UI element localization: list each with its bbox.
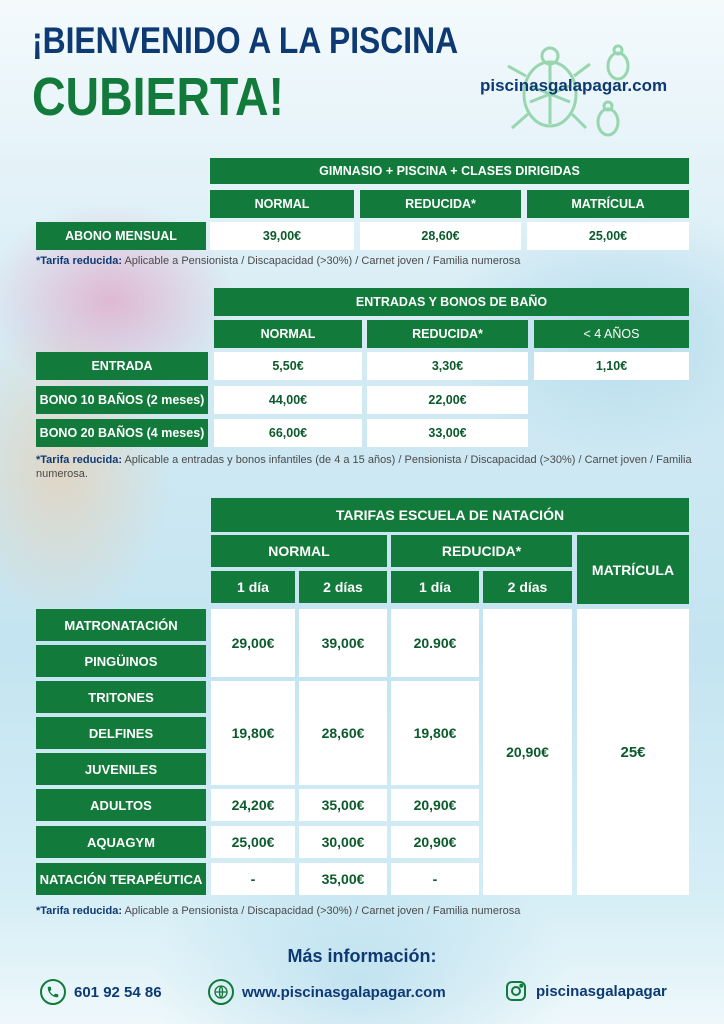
- entries-cell: 44,00€: [214, 386, 362, 414]
- page-title-line2: CUBIERTA!: [32, 67, 284, 127]
- school-row-label: AQUAGYM: [36, 826, 206, 858]
- school-cell: 28,60€: [299, 681, 387, 785]
- brand-name: piscinasgalapagar.com: [480, 76, 668, 95]
- school-cell: 20,90€: [391, 789, 479, 821]
- school-reduced-2dias-value: 20,90€: [483, 609, 572, 895]
- more-info-heading: Más información:: [287, 946, 437, 966]
- entries-note: *Tarifa reducida: Aplicable a entradas y bonos infantiles (de 4 a 15 años) / Pensionista / Discapacidad (>30%) / Carnet joven / Familia numerosa.: [36, 454, 692, 480]
- school-section-title: TARIFAS ESCUELA DE NATACIÓN: [211, 498, 689, 532]
- school-cell: 35,00€: [299, 863, 387, 895]
- school-cell: -: [211, 863, 295, 895]
- school-cell: 20.90€: [391, 609, 479, 677]
- entries-row-label: BONO 20 BAÑOS (4 meses): [36, 419, 208, 447]
- school-sub-2dias: 2 días: [483, 571, 572, 603]
- gym-col-normal: NORMAL: [210, 190, 354, 218]
- school-sub-2dias: 2 días: [299, 571, 387, 603]
- gym-value-reducida: 28,60€: [360, 222, 521, 250]
- entries-row-label: BONO 10 BAÑOS (2 meses): [36, 386, 208, 414]
- school-sub-1dia: 1 día: [391, 571, 479, 603]
- gym-row-label: ABONO MENSUAL: [36, 222, 206, 250]
- school-cell: 39,00€: [299, 609, 387, 677]
- school-row-label: JUVENILES: [36, 753, 206, 785]
- school-cell: 29,00€: [211, 609, 295, 677]
- gym-col-reducida: REDUCIDA*: [360, 190, 521, 218]
- school-matricula-value: 25€: [577, 609, 689, 895]
- school-row-label: DELFINES: [36, 717, 206, 749]
- phone-number: 601 92 54 86: [74, 983, 162, 1001]
- entries-section-title: ENTRADAS Y BONOS DE BAÑO: [214, 288, 689, 316]
- phone-icon: [40, 979, 66, 1005]
- entries-cell: 3,30€: [367, 352, 528, 380]
- entries-col-normal: NORMAL: [214, 320, 362, 348]
- gym-value-matricula: 25,00€: [527, 222, 689, 250]
- entries-cell: 22,00€: [367, 386, 528, 414]
- school-row-label: PINGÜINOS: [36, 645, 206, 677]
- website-link[interactable]: www.piscinasgalapagar.com: [242, 983, 446, 1001]
- school-cell: 24,20€: [211, 789, 295, 821]
- school-cell: 20,90€: [391, 826, 479, 858]
- gym-note: *Tarifa reducida: Aplicable a Pensionista / Discapacidad (>30%) / Carnet joven / Familia numerosa: [36, 255, 521, 267]
- school-cell: 19,80€: [391, 681, 479, 785]
- footer-phone[interactable]: [40, 979, 162, 1005]
- school-group-normal: NORMAL: [211, 535, 387, 567]
- entries-row-label: ENTRADA: [36, 352, 208, 380]
- school-row-label: NATACIÓN TERAPÉUTICA: [36, 863, 206, 895]
- school-cell: -: [391, 863, 479, 895]
- school-col-matricula: MATRÍCULA: [577, 535, 689, 604]
- school-sub-1dia: 1 día: [211, 571, 295, 603]
- entries-col-reducida: REDUCIDA*: [367, 320, 528, 348]
- footer-instagram[interactable]: [504, 979, 667, 1003]
- gym-col-matricula: MATRÍCULA: [527, 190, 689, 218]
- entries-cell: 1,10€: [534, 352, 689, 380]
- school-note: *Tarifa reducida: Aplicable a Pensionista / Discapacidad (>30%) / Carnet joven / Familia numerosa: [36, 905, 521, 917]
- school-group-reducida: REDUCIDA*: [391, 535, 572, 567]
- school-cell: 35,00€: [299, 789, 387, 821]
- instagram-handle[interactable]: piscinasgalapagar: [536, 982, 667, 1000]
- entries-cell: 33,00€: [367, 419, 528, 447]
- gym-value-normal: 39,00€: [210, 222, 354, 250]
- entries-cell: 66,00€: [214, 419, 362, 447]
- school-cell: 25,00€: [211, 826, 295, 858]
- school-row-label: TRITONES: [36, 681, 206, 713]
- school-cell: 19,80€: [211, 681, 295, 785]
- school-cell: 30,00€: [299, 826, 387, 858]
- school-row-label: MATRONATACIÓN: [36, 609, 206, 641]
- instagram-icon: [504, 979, 528, 1003]
- page-title-line1: ¡BIENVENIDO A LA PISCINA: [32, 20, 459, 61]
- footer-website[interactable]: [208, 979, 446, 1005]
- gym-section-title: GIMNASIO + PISCINA + CLASES DIRIGIDAS: [210, 158, 689, 184]
- entries-cell: 5,50€: [214, 352, 362, 380]
- entries-col-under4: < 4 AÑOS: [534, 320, 689, 348]
- globe-icon: [208, 979, 234, 1005]
- school-row-label: ADULTOS: [36, 789, 206, 821]
